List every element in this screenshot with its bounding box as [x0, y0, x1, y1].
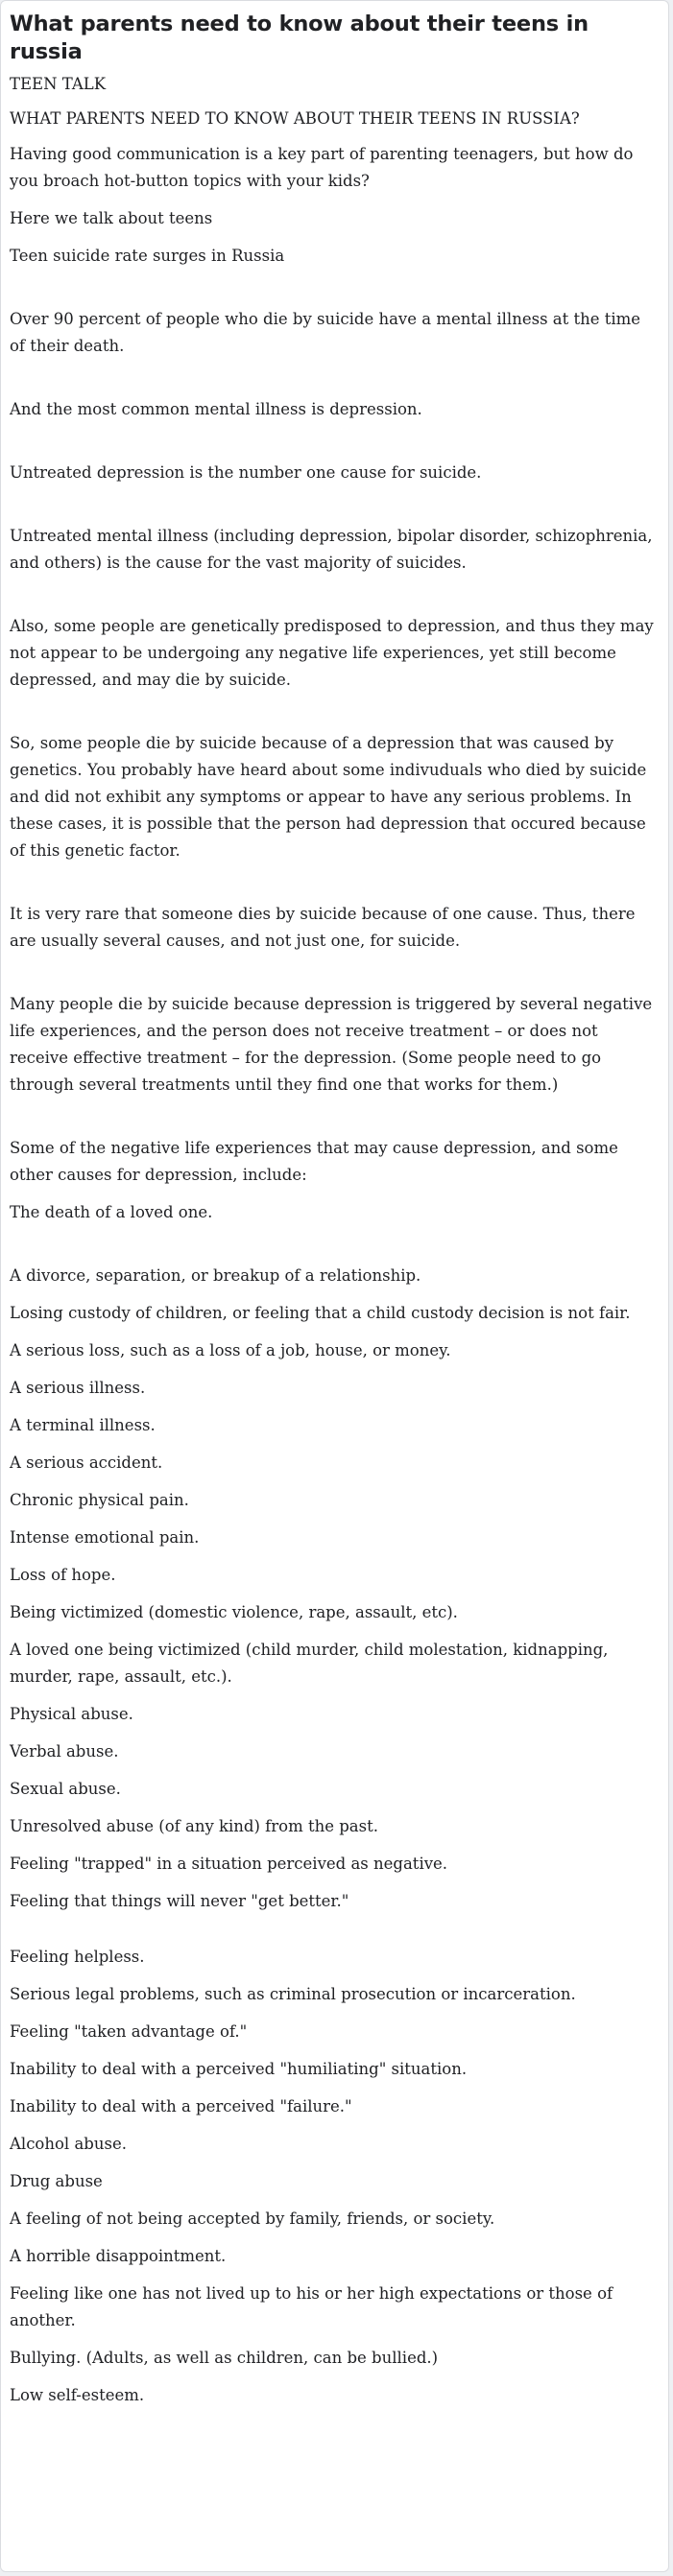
paragraph: Teen suicide rate surges in Russia — [10, 247, 285, 265]
list-item: Verbal abuse. — [10, 1742, 119, 1761]
article-title: What parents need to know about their teens in russia — [10, 12, 589, 64]
paragraph: Also, some people are genetically predisposed to depression, and thus they may not appear to be undergoing any negative life experiences, yet still become depressed, and may die by suicide. — [10, 617, 654, 689]
list-item: Feeling "trapped" in a situation perceived as negative. — [10, 1855, 448, 1873]
paragraph: Here we talk about teens — [10, 209, 213, 227]
paragraph: It is very rare that someone dies by suicide because of one cause. Thus, there are usually several causes, and not just one, for suicide. — [10, 905, 636, 950]
paragraph: Untreated mental illness (including depression, bipolar disorder, schizophrenia, and others) is the cause for the vast majority of suicides. — [10, 527, 653, 572]
list-item: Feeling that things will never "get better." — [10, 1892, 349, 1910]
list-item: Inability to deal with a perceived "failure." — [10, 2097, 352, 2115]
paragraph: Having good communication is a key part of parenting teenagers, but how do you broach hot-button topics with your kids? — [10, 145, 634, 190]
list-item: A horrible disappointment. — [10, 2247, 227, 2265]
list-item: A serious illness. — [10, 1379, 146, 1397]
list-item: Loss of hope. — [10, 1566, 116, 1584]
paragraph: Some of the negative life experiences that may cause depression, and some other causes for depression, include: — [10, 1139, 618, 1184]
list-item: Losing custody of children, or feeling that a child custody decision is not fair. — [10, 1304, 631, 1322]
list-item: Serious legal problems, such as criminal prosecution or incarceration. — [10, 1985, 576, 2003]
list-item: Feeling like one has not lived up to his or her high expectations or those of another. — [10, 2284, 613, 2329]
list-item: A serious accident. — [10, 1453, 163, 1472]
list-item: Unresolved abuse (of any kind) from the past. — [10, 1817, 378, 1835]
list-item: A divorce, separation, or breakup of a relationship. — [10, 1266, 421, 1285]
list-item: Intense emotional pain. — [10, 1528, 200, 1547]
list-item: Inability to deal with a perceived "humiliating" situation. — [10, 2060, 468, 2078]
paragraph: And the most common mental illness is depression. — [10, 400, 422, 418]
list-item: Alcohol abuse. — [10, 2135, 127, 2153]
article-heading: WHAT PARENTS NEED TO KNOW ABOUT THEIR TEENS IN RUSSIA? — [10, 109, 580, 128]
list-item: Drug abuse — [10, 2172, 103, 2190]
list-item: Feeling helpless. — [10, 1948, 145, 1966]
paragraph: Untreated depression is the number one cause for suicide. — [10, 463, 482, 482]
list-item: Chronic physical pain. — [10, 1491, 189, 1509]
paragraph: Many people die by suicide because depression is triggered by several negative life experiences, and the person does not receive treatment – or does not receive effective treatment – for the depression. (Some people need to go through several treatments until they find one that works for them.) — [10, 995, 653, 1094]
list-item: Physical abuse. — [10, 1705, 133, 1723]
list-item: Feeling "taken advantage of." — [10, 2022, 248, 2041]
list-item: The death of a loved one. — [10, 1203, 213, 1221]
list-item: A loved one being victimized (child murder, child molestation, kidnapping, murder, rape, assault, etc.). — [10, 1641, 609, 1686]
list-item: Being victimized (domestic violence, rape, assault, etc). — [10, 1603, 458, 1621]
list-item: A serious loss, such as a loss of a job, house, or money. — [10, 1341, 451, 1359]
list-item: Sexual abuse. — [10, 1780, 121, 1798]
paragraph: So, some people die by suicide because of a depression that was caused by genetics. You probably have heard about some indivuduals who died by suicide and did not exhibit any symptoms or appear to have any serious problems. In these cases, it is possible that the person had depression that occured because of this genetic factor. — [10, 734, 647, 860]
list-item: Bullying. (Adults, as well as children, can be bullied.) — [10, 2349, 439, 2367]
list-item: A feeling of not being accepted by family, friends, or society. — [10, 2210, 495, 2228]
article-category: TEEN TALK — [10, 75, 107, 93]
list-item: A terminal illness. — [10, 1416, 156, 1434]
paragraph: Over 90 percent of people who die by suicide have a mental illness at the time of their death. — [10, 310, 641, 355]
list-item: Low self-esteem. — [10, 2386, 145, 2404]
